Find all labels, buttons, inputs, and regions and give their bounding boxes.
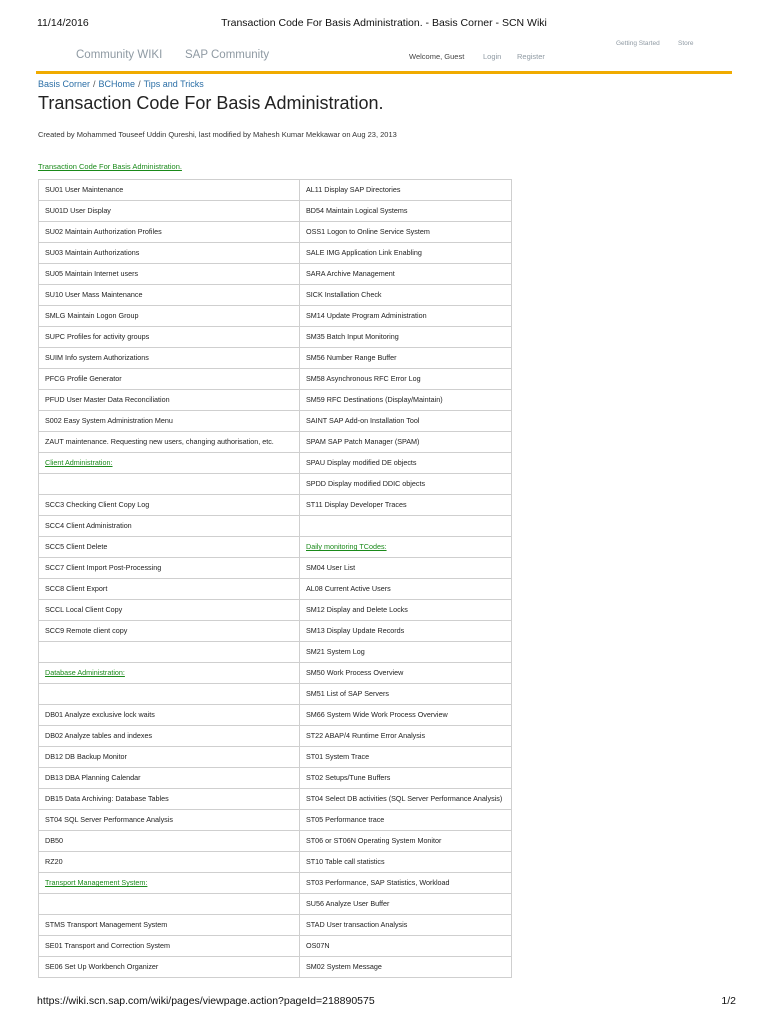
table-row bbox=[39, 684, 512, 705]
table-cell-right: ST02 Setups/Tune Buffers bbox=[300, 768, 512, 789]
table-row bbox=[39, 600, 512, 621]
breadcrumb bbox=[38, 79, 204, 89]
table-cell-left: SE06 Set Up Workbench Organizer bbox=[39, 957, 300, 978]
table-row bbox=[39, 894, 512, 915]
table-cell-right: SM14 Update Program Administration bbox=[300, 306, 512, 327]
tcode-table bbox=[38, 179, 512, 978]
table-row bbox=[39, 579, 512, 600]
table-cell-right: SM35 Batch Input Monitoring bbox=[300, 327, 512, 348]
table-row bbox=[39, 852, 512, 873]
table-cell-right: SARA Archive Management bbox=[300, 264, 512, 285]
getting-started-link[interactable]: Getting Started bbox=[616, 40, 660, 47]
table-cell-right: SM21 System Log bbox=[300, 642, 512, 663]
table-row bbox=[39, 201, 512, 222]
table-cell-left: SU05 Maintain Internet users bbox=[39, 264, 300, 285]
table-row bbox=[39, 411, 512, 432]
print-page-number: 1/2 bbox=[721, 995, 736, 1007]
table-row bbox=[39, 726, 512, 747]
table-cell-right: ST03 Performance, SAP Statistics, Workload bbox=[300, 873, 512, 894]
table-cell-right: BD54 Maintain Logical Systems bbox=[300, 201, 512, 222]
table-row bbox=[39, 705, 512, 726]
intro-link[interactable]: Transaction Code For Basis Administration. bbox=[38, 162, 182, 171]
table-cell-left: RZ20 bbox=[39, 852, 300, 873]
table-cell-left: PFCG Profile Generator bbox=[39, 369, 300, 390]
table-row bbox=[39, 957, 512, 978]
table-row bbox=[39, 264, 512, 285]
breadcrumb-separator: / bbox=[138, 79, 141, 89]
table-cell-left: DB13 DBA Planning Calendar bbox=[39, 768, 300, 789]
table-row bbox=[39, 180, 512, 201]
print-header bbox=[0, 17, 768, 31]
sap-community-link[interactable]: SAP Community bbox=[185, 49, 270, 61]
section-heading-link[interactable]: Database Administration: bbox=[39, 663, 300, 684]
table-cell-left: DB01 Analyze exclusive lock waits bbox=[39, 705, 300, 726]
table-cell-right: SPDD Display modified DDIC objects bbox=[300, 474, 512, 495]
table-cell-left: S002 Easy System Administration Menu bbox=[39, 411, 300, 432]
table-row bbox=[39, 495, 512, 516]
table-row bbox=[39, 516, 512, 537]
table-cell-left: SCC5 Client Delete bbox=[39, 537, 300, 558]
print-date: 11/14/2016 bbox=[37, 17, 89, 29]
table-cell-right: ST04 Select DB activities (SQL Server Performance Analysis) bbox=[300, 789, 512, 810]
table-cell-left: SU01 User Maintenance bbox=[39, 180, 300, 201]
table-row bbox=[39, 243, 512, 264]
table-row bbox=[39, 369, 512, 390]
section-heading-link[interactable]: Daily monitoring TCodes: bbox=[300, 537, 512, 558]
table-cell-right: SM12 Display and Delete Locks bbox=[300, 600, 512, 621]
table-cell-left: SUPC Profiles for activity groups bbox=[39, 327, 300, 348]
table-cell-left: SCC9 Remote client copy bbox=[39, 621, 300, 642]
accent-bar bbox=[36, 71, 732, 74]
table-cell-right: SU56 Analyze User Buffer bbox=[300, 894, 512, 915]
table-cell-right: SM50 Work Process Overview bbox=[300, 663, 512, 684]
table-row bbox=[39, 663, 512, 684]
table-row bbox=[39, 390, 512, 411]
table-cell-right: SM56 Number Range Buffer bbox=[300, 348, 512, 369]
login-link[interactable]: Login bbox=[483, 52, 502, 61]
table-cell-left: SUIM Info system Authorizations bbox=[39, 348, 300, 369]
breadcrumb-bchome[interactable]: BCHome bbox=[98, 79, 136, 89]
breadcrumb-basis-corner[interactable]: Basis Corner bbox=[38, 79, 91, 89]
table-cell-right: ST05 Performance trace bbox=[300, 810, 512, 831]
table-row bbox=[39, 873, 512, 894]
table-row bbox=[39, 936, 512, 957]
table-row bbox=[39, 453, 512, 474]
table-row bbox=[39, 306, 512, 327]
table-cell-left bbox=[39, 894, 300, 915]
table-cell-right: SM59 RFC Destinations (Display/Maintain) bbox=[300, 390, 512, 411]
tcode-table-body bbox=[39, 180, 512, 978]
table-cell-right: ST22 ABAP/4 Runtime Error Analysis bbox=[300, 726, 512, 747]
table-row bbox=[39, 621, 512, 642]
table-row bbox=[39, 474, 512, 495]
table-cell-right: ST01 System Trace bbox=[300, 747, 512, 768]
breadcrumb-separator: / bbox=[93, 79, 96, 89]
page-title: Transaction Code For Basis Administration. bbox=[38, 93, 384, 113]
table-row bbox=[39, 327, 512, 348]
table-row bbox=[39, 831, 512, 852]
print-title: Transaction Code For Basis Administration. - Basis Corner - SCN Wiki bbox=[221, 17, 547, 29]
table-cell-left: SE01 Transport and Correction System bbox=[39, 936, 300, 957]
table-cell-right: SM66 System Wide Work Process Overview bbox=[300, 705, 512, 726]
table-cell-left: ZAUT maintenance. Requesting new users, changing authorisation, etc. bbox=[39, 432, 300, 453]
table-cell-left bbox=[39, 474, 300, 495]
table-cell-right bbox=[300, 516, 512, 537]
table-row bbox=[39, 558, 512, 579]
table-cell-right: SAINT SAP Add-on Installation Tool bbox=[300, 411, 512, 432]
table-row bbox=[39, 285, 512, 306]
breadcrumb-tips-and-tricks[interactable]: Tips and Tricks bbox=[143, 79, 204, 89]
table-cell-right: STAD User transaction Analysis bbox=[300, 915, 512, 936]
print-url: https://wiki.scn.sap.com/wiki/pages/viewpage.action?pageId=218890575 bbox=[37, 995, 375, 1007]
table-cell-left: SMLG Maintain Logon Group bbox=[39, 306, 300, 327]
section-heading-link[interactable]: Client Administration: bbox=[39, 453, 300, 474]
table-row bbox=[39, 810, 512, 831]
table-cell-left: SCC7 Client Import Post-Processing bbox=[39, 558, 300, 579]
table-cell-left: SU03 Maintain Authorizations bbox=[39, 243, 300, 264]
table-cell-left: SCCL Local Client Copy bbox=[39, 600, 300, 621]
table-cell-right: ST06 or ST06N Operating System Monitor bbox=[300, 831, 512, 852]
table-row bbox=[39, 432, 512, 453]
table-cell-left: DB12 DB Backup Monitor bbox=[39, 747, 300, 768]
table-cell-right: SM13 Display Update Records bbox=[300, 621, 512, 642]
print-footer bbox=[0, 995, 768, 1009]
community-wiki-link[interactable]: Community WIKI bbox=[76, 49, 163, 61]
table-cell-left: PFUD User Master Data Reconciliation bbox=[39, 390, 300, 411]
table-cell-left: SU02 Maintain Authorization Profiles bbox=[39, 222, 300, 243]
table-cell-right: SM51 List of SAP Servers bbox=[300, 684, 512, 705]
table-row bbox=[39, 222, 512, 243]
register-link[interactable]: Register bbox=[517, 52, 545, 61]
table-cell-left: DB02 Analyze tables and indexes bbox=[39, 726, 300, 747]
welcome-text: Welcome, Guest bbox=[409, 52, 465, 61]
table-cell-right: SPAM SAP Patch Manager (SPAM) bbox=[300, 432, 512, 453]
table-cell-right: SALE IMG Application Link Enabling bbox=[300, 243, 512, 264]
table-row bbox=[39, 642, 512, 663]
table-cell-right: ST10 Table call statistics bbox=[300, 852, 512, 873]
table-cell-left: DB15 Data Archiving: Database Tables bbox=[39, 789, 300, 810]
table-cell-right: AL08 Current Active Users bbox=[300, 579, 512, 600]
section-heading-link[interactable]: Transport Management System: bbox=[39, 873, 300, 894]
table-row bbox=[39, 747, 512, 768]
table-cell-right: SICK Installation Check bbox=[300, 285, 512, 306]
table-cell-right: OS07N bbox=[300, 936, 512, 957]
table-row bbox=[39, 789, 512, 810]
table-cell-right: AL11 Display SAP Directories bbox=[300, 180, 512, 201]
table-cell-right: ST11 Display Developer Traces bbox=[300, 495, 512, 516]
table-cell-right: SPAU Display modified DE objects bbox=[300, 453, 512, 474]
table-cell-left: SCC3 Checking Client Copy Log bbox=[39, 495, 300, 516]
table-cell-left: STMS Transport Management System bbox=[39, 915, 300, 936]
table-cell-right: SM04 User List bbox=[300, 558, 512, 579]
table-row bbox=[39, 537, 512, 558]
page-byline: Created by Mohammed Touseef Uddin Qureshi, last modified by Mahesh Kumar Mekkawar on Aug 23, 2013 bbox=[38, 130, 397, 139]
table-cell-left bbox=[39, 684, 300, 705]
table-cell-left bbox=[39, 642, 300, 663]
table-cell-left: SU01D User Display bbox=[39, 201, 300, 222]
table-cell-left: SU10 User Mass Maintenance bbox=[39, 285, 300, 306]
table-cell-right: OSS1 Logon to Online Service System bbox=[300, 222, 512, 243]
table-cell-right: SM58 Asynchronous RFC Error Log bbox=[300, 369, 512, 390]
table-row bbox=[39, 768, 512, 789]
store-link[interactable]: Store bbox=[678, 40, 694, 47]
top-navigation bbox=[0, 36, 768, 76]
table-row bbox=[39, 915, 512, 936]
table-cell-left: SCC4 Client Administration bbox=[39, 516, 300, 537]
table-cell-left: DB50 bbox=[39, 831, 300, 852]
table-cell-left: ST04 SQL Server Performance Analysis bbox=[39, 810, 300, 831]
table-cell-right: SM02 System Message bbox=[300, 957, 512, 978]
table-row bbox=[39, 348, 512, 369]
table-cell-left: SCC8 Client Export bbox=[39, 579, 300, 600]
